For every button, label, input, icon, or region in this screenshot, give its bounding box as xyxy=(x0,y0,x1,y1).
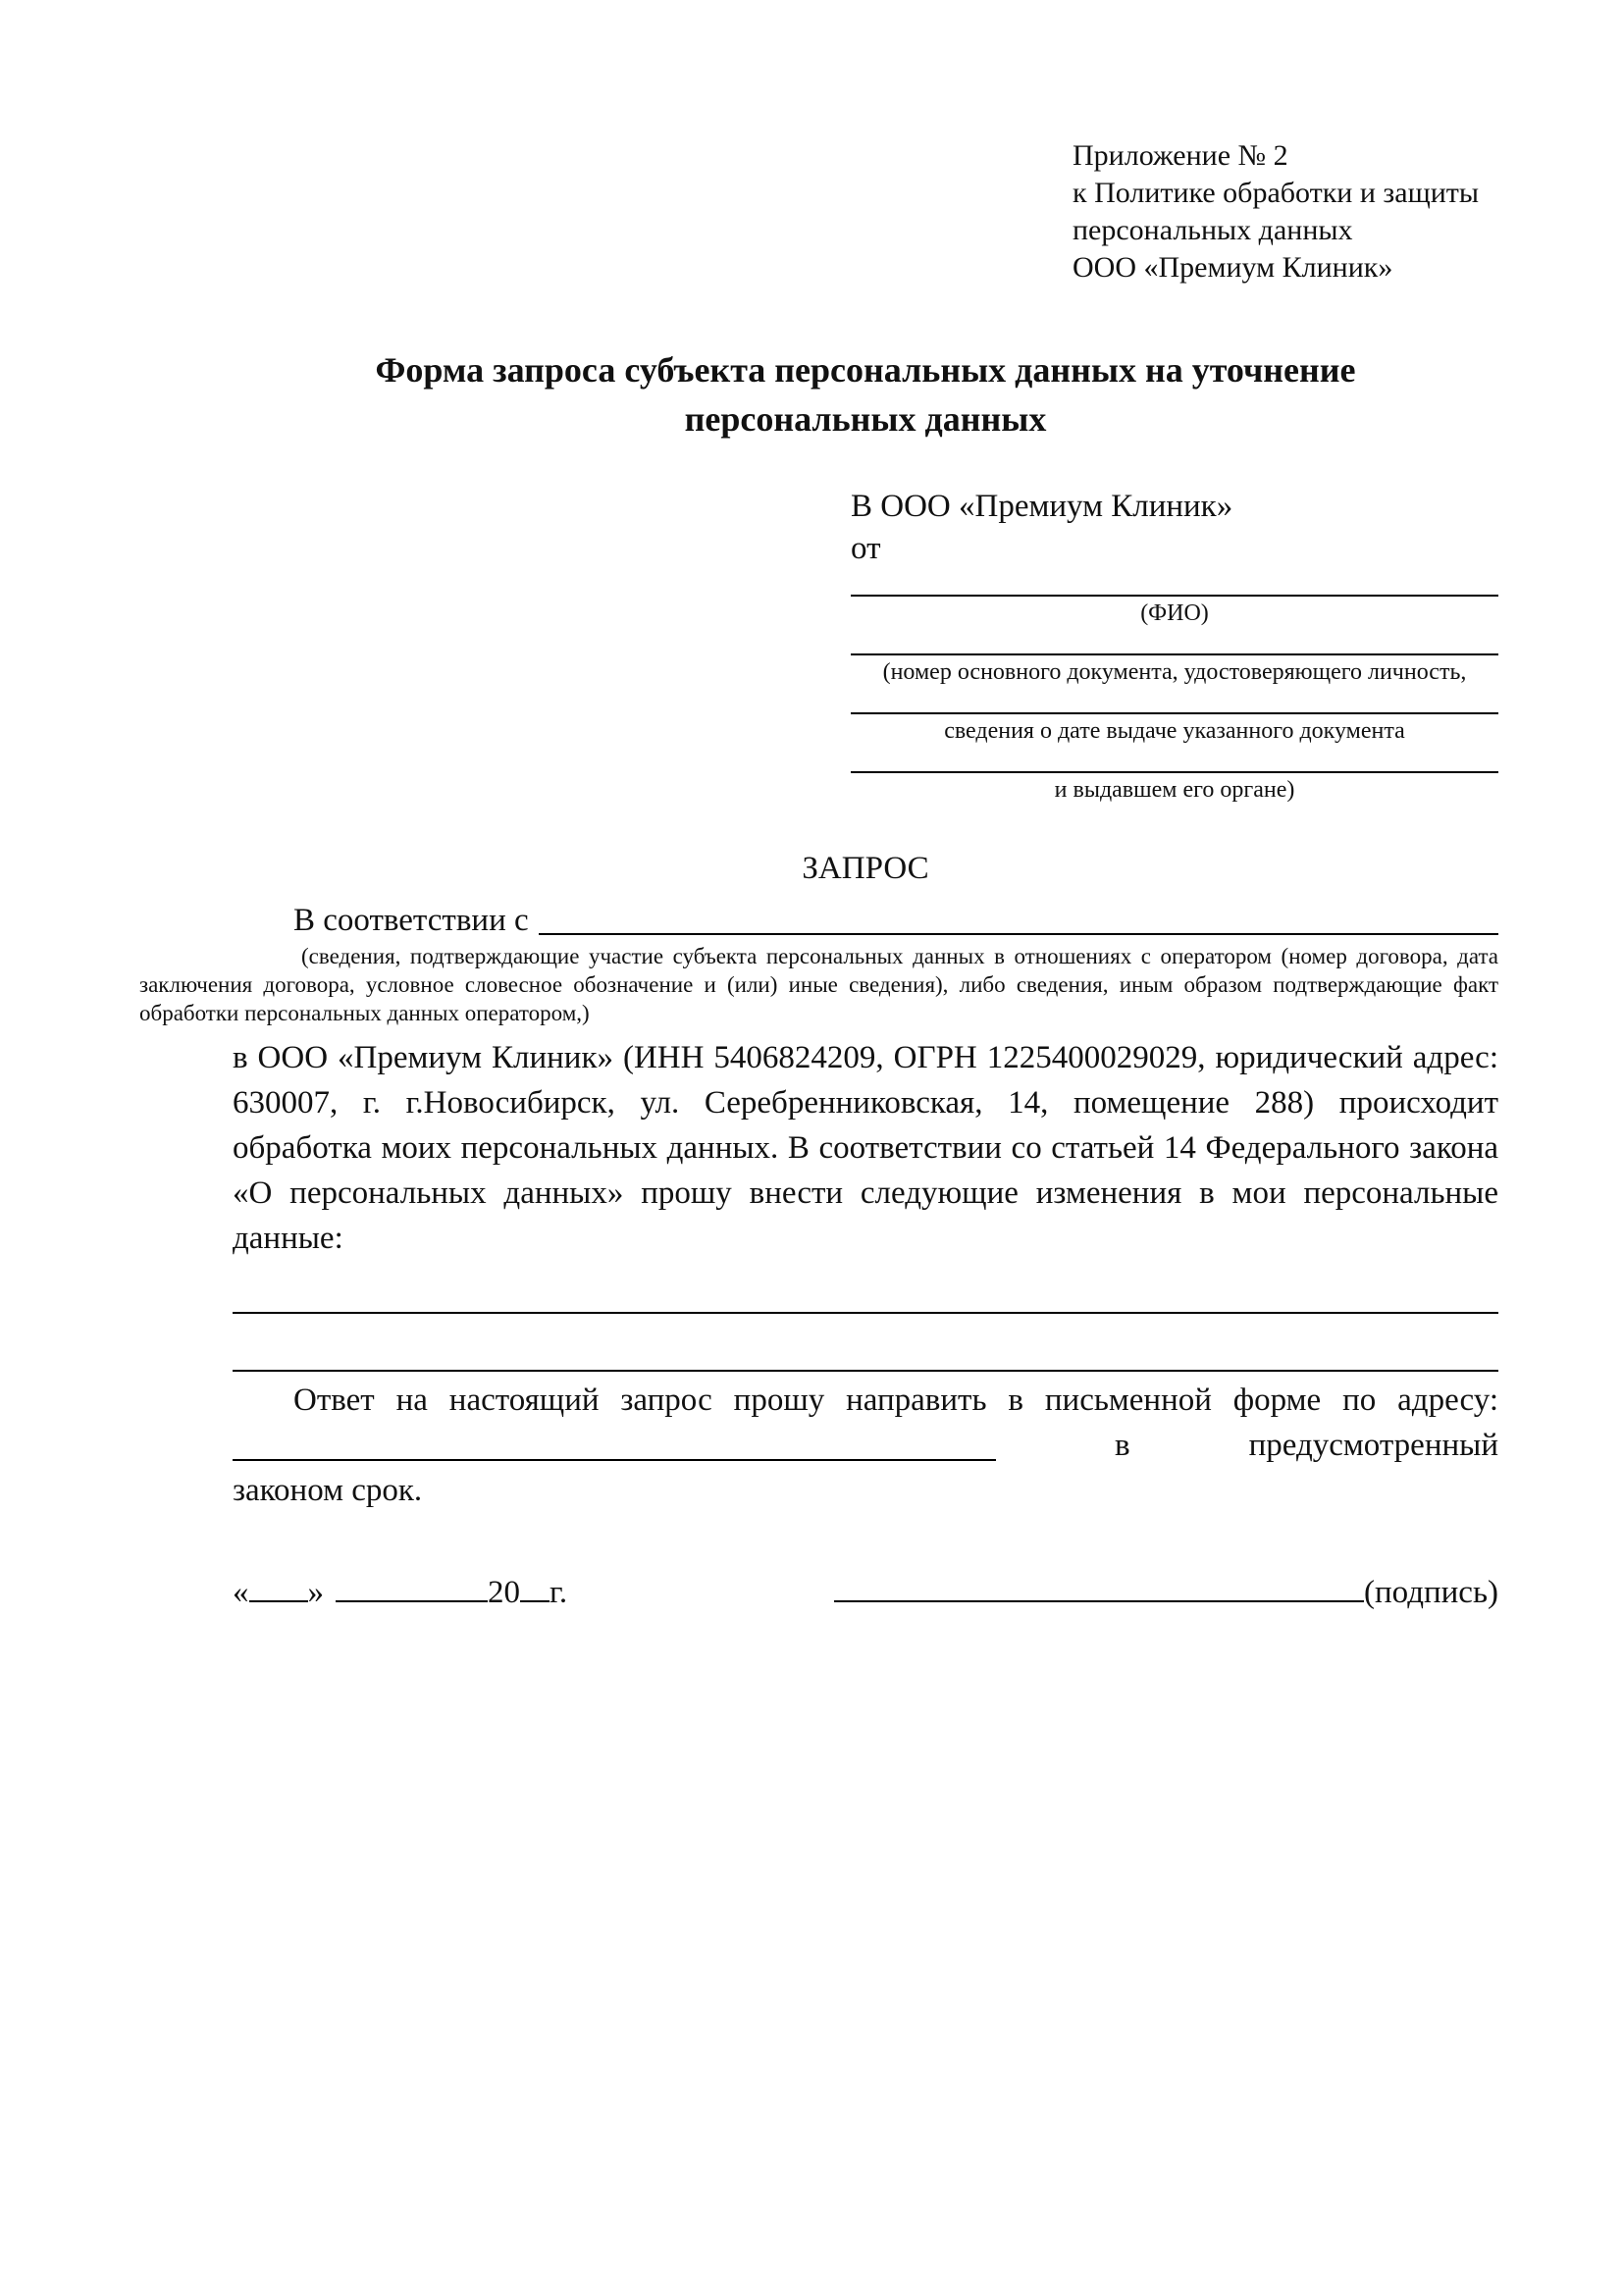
issue-date-blank-line xyxy=(851,687,1498,714)
response-address-line xyxy=(233,1423,1498,1468)
addressee-to: В ООО «Премиум Клиник» xyxy=(851,489,1233,524)
identity-document-field xyxy=(851,628,1498,687)
addressee-block xyxy=(851,485,1498,805)
fine-print-note: (сведения, подтверждающие участие субъекта персональных данных в отношениях с оператором (номер договора, дата заключения договора, условное словесное обозначение и (или) иные сведения), либо сведения, иным образом подтверждающие факт обработки персональных данных оператором,) xyxy=(139,944,1498,1025)
address-blank-line xyxy=(233,1457,996,1461)
signature-field xyxy=(834,1570,1498,1615)
annex-block xyxy=(1073,137,1498,287)
signature-blank-line xyxy=(834,1598,1364,1602)
title-line: Форма запроса субъекта персональных данных на уточнение xyxy=(375,350,1356,390)
signature-caption: (подпись) xyxy=(1364,1575,1498,1610)
title-line: персональных данных xyxy=(684,399,1047,439)
annex-line: Приложение № 2 xyxy=(1073,139,1288,172)
addressee-from-label: от xyxy=(851,531,881,566)
issuing-authority-caption: и выдавшем его органе) xyxy=(1054,777,1295,803)
issue-date-field xyxy=(851,687,1498,746)
request-heading: ЗАПРОС xyxy=(802,851,929,886)
document-content xyxy=(139,137,1498,1615)
accordance-line xyxy=(233,899,1498,942)
fio-blank-line xyxy=(851,569,1498,597)
accordance-prefix: В соответствии с xyxy=(293,903,529,938)
issuing-authority-field xyxy=(851,746,1498,805)
year-blank-line xyxy=(520,1598,550,1602)
identity-document-caption: (номер основного документа, удостоверяющего личность, xyxy=(882,659,1467,685)
date-quote-close: » xyxy=(307,1575,324,1610)
response-term-text: законом срок. xyxy=(233,1473,423,1508)
annex-line: ООО «Премиум Клиник» xyxy=(1073,251,1393,284)
response-word-in: в xyxy=(1115,1428,1130,1463)
changes-blank-line-1 xyxy=(233,1261,1498,1314)
date-year-suffix: г. xyxy=(550,1575,568,1610)
issuing-authority-blank-line xyxy=(851,746,1498,773)
request-body-paragraph: в ООО «Премиум Клиник» (ИНН 5406824209, ОГРН 1225400029029, юридический адрес: 630007, г. г.Новосибирск, ул. Серебренниковская, 14, помещение 288) происходит обработка моих персональных данных. В соответствии со статьей 14 Федерального закона «О персональных данных» прошу внести следующие изменения в мои персональные данные: xyxy=(233,1040,1498,1256)
issue-date-caption: сведения о дате выдаче указанного документа xyxy=(944,718,1405,744)
accordance-blank-line xyxy=(539,931,1498,935)
date-signature-row xyxy=(233,1570,1498,1615)
response-address-sentence: Ответ на настоящий запрос прошу направить в письменной форме по адресу: xyxy=(293,1383,1498,1418)
changes-blank-line-2 xyxy=(233,1314,1498,1372)
date-quote-open: « xyxy=(233,1575,249,1610)
document-title xyxy=(233,345,1498,444)
date-century: 20 xyxy=(488,1575,520,1610)
fio-caption: (ФИО) xyxy=(1140,600,1209,626)
day-blank-line xyxy=(249,1598,308,1602)
date-field xyxy=(233,1570,567,1615)
month-blank-line xyxy=(336,1598,488,1602)
response-word-stipulated: предусмотренный xyxy=(1248,1428,1498,1463)
fio-field xyxy=(851,569,1498,628)
annex-line: к Политике обработки и защиты xyxy=(1073,177,1480,209)
identity-document-blank-line xyxy=(851,628,1498,655)
annex-line: персональных данных xyxy=(1073,214,1353,246)
